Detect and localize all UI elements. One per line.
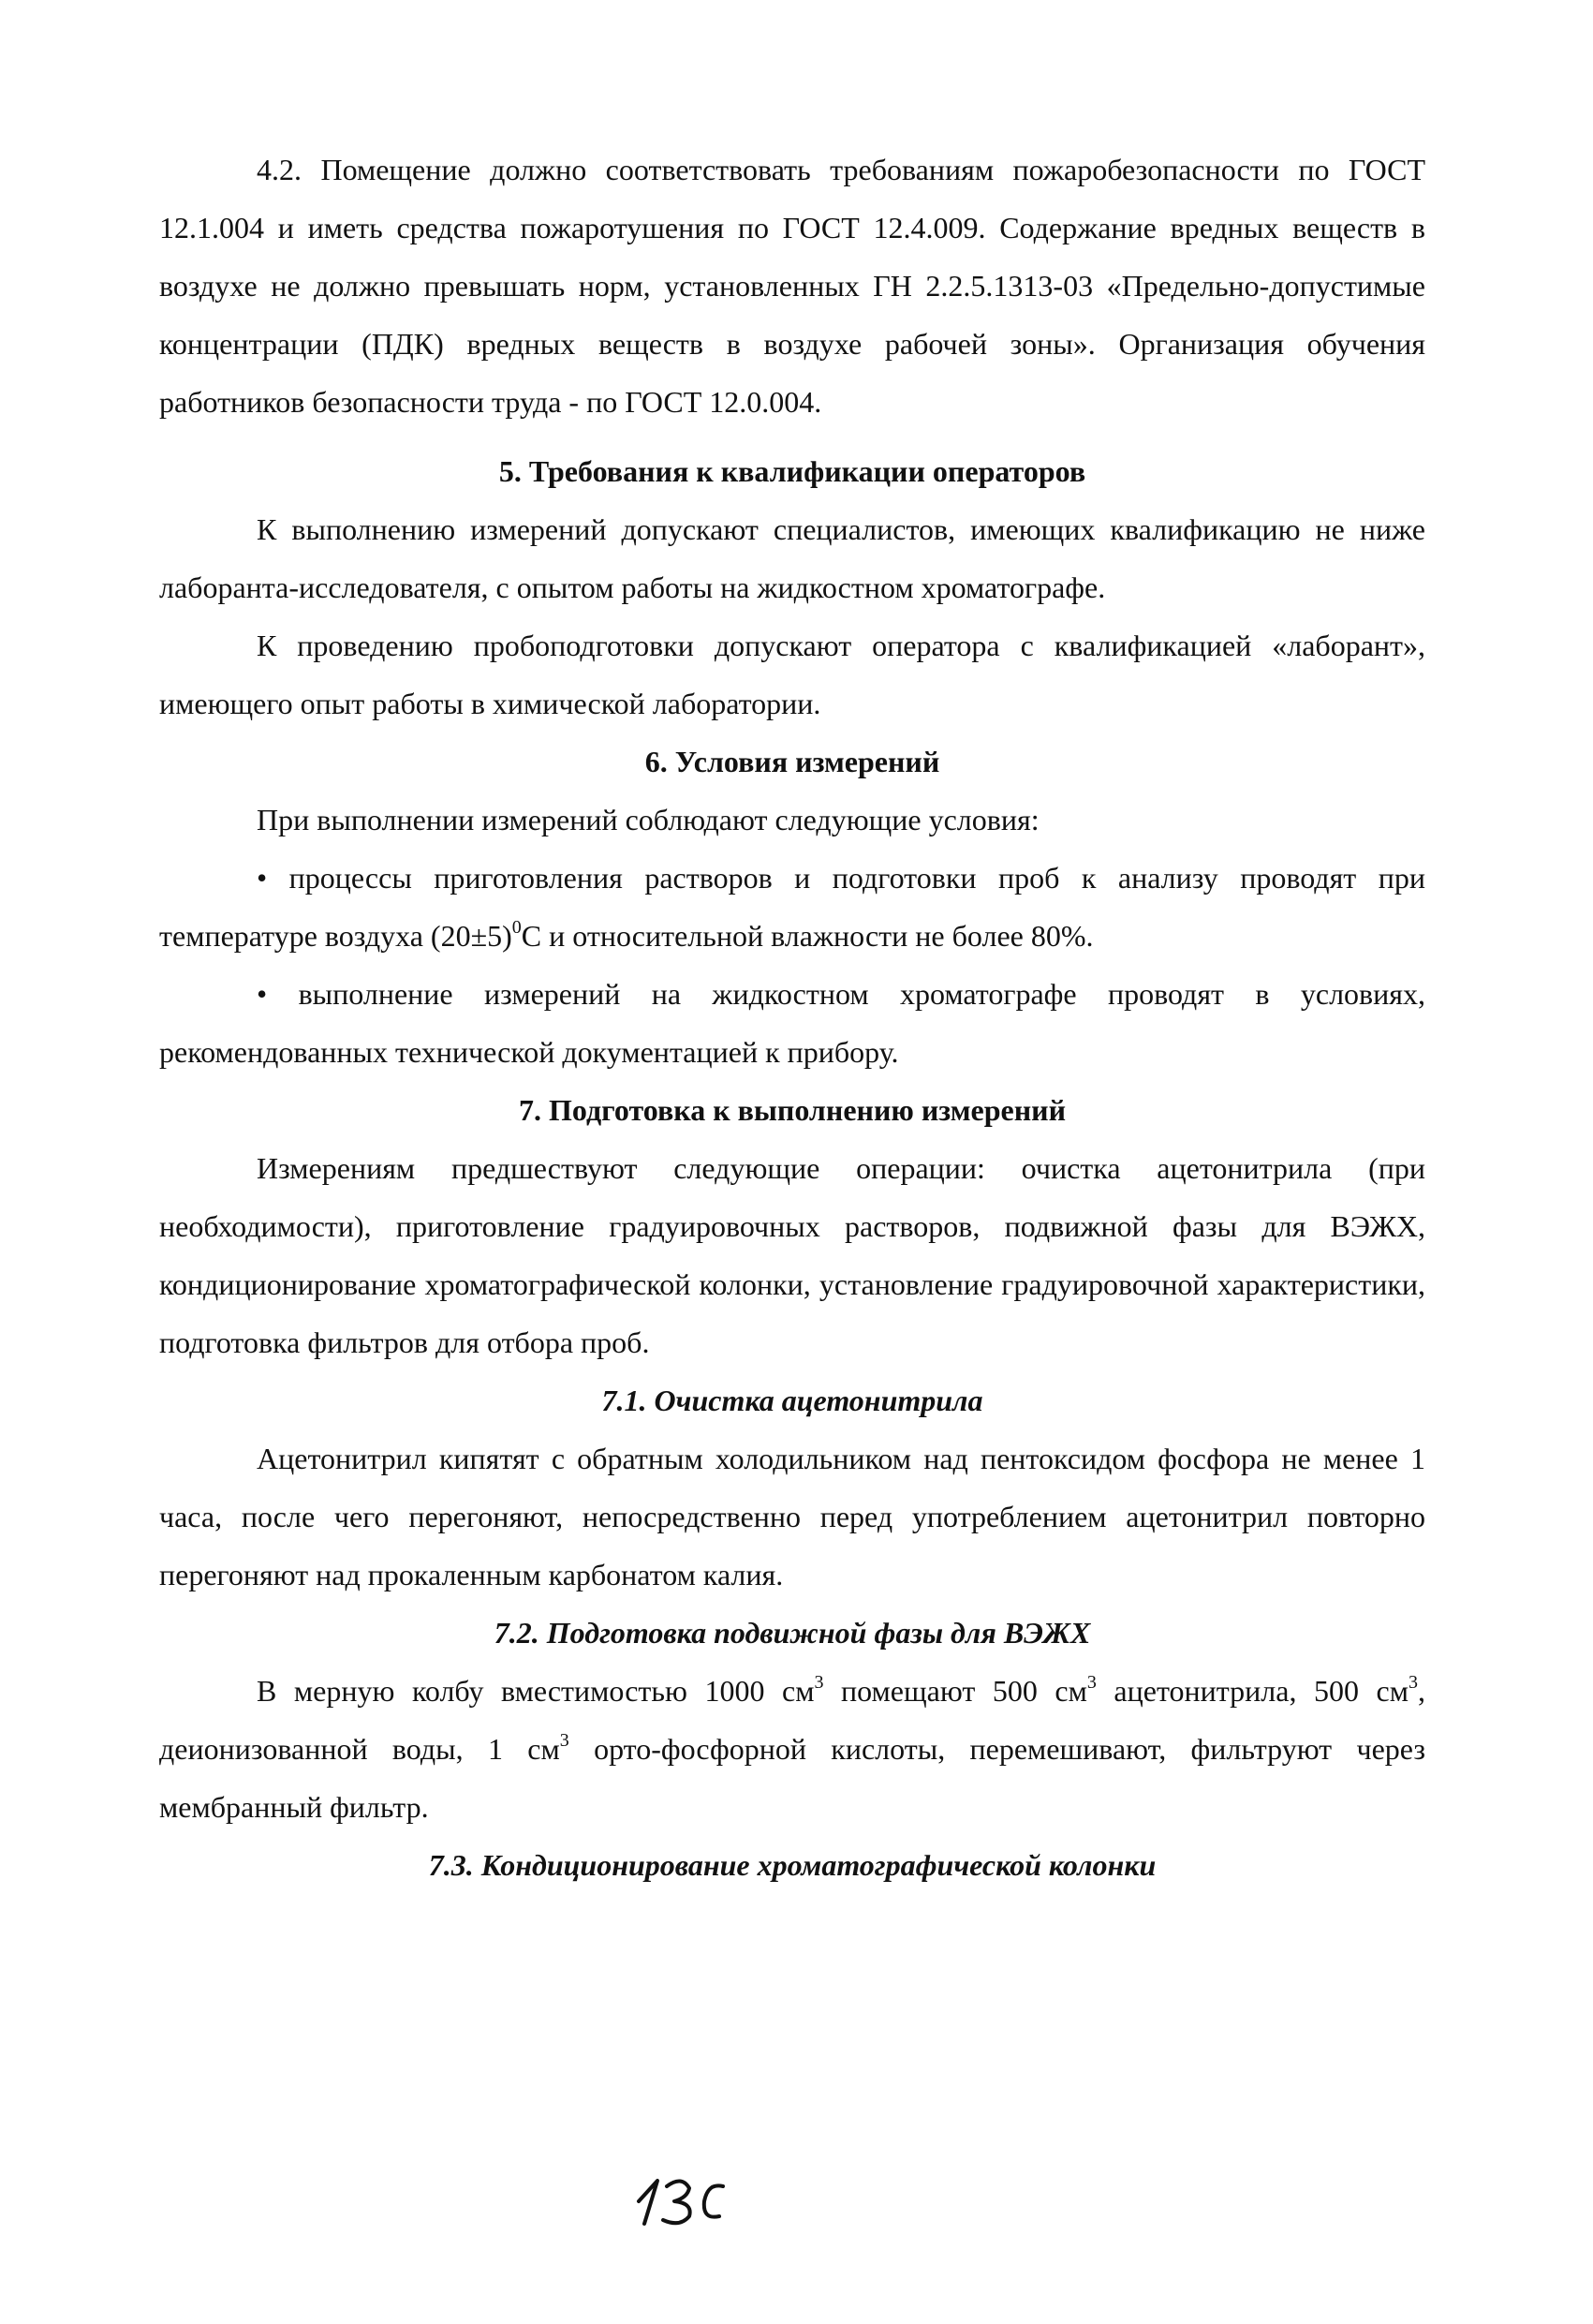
heading-section-7-2: 7.2. Подготовка подвижной фазы для ВЭЖХ xyxy=(494,1616,1091,1650)
bullet-1-text-b: С и относительной влажности не более 80%. xyxy=(521,919,1094,953)
heading-section-7-3: 7.3. Кондиционирование хроматографической колонки xyxy=(428,1848,1157,1882)
bullet-item-1 xyxy=(159,849,1425,965)
p72-sup-2: 3 xyxy=(1086,1672,1097,1693)
paragraph-7: Измерениям предшествуют следующие операции: очистка ацетонитрила (при необходимости), приготовление градуировочных растворов, подвижной фазы для ВЭЖХ, кондиционирование хроматографической колонки, установление градуировочной характеристики, подготовка фильтров для отбора проб. xyxy=(159,1151,1425,1359)
heading-section-7-1: 7.1. Очистка ацетонитрила xyxy=(601,1384,983,1417)
p72-text-a: В мерную колбу вместимостью 1000 см xyxy=(257,1674,815,1708)
paragraph-7-1: Ацетонитрил кипятят с обратным холодильником над пентоксидом фосфора не менее 1 часа, после чего перегоняют, непосредственно перед употреблением ацетонитрил повторно перегоняют над прокаленным карбонатом калия. xyxy=(159,1442,1425,1591)
p72-text-e: орто-фосфорной кислоты, перемешивают, фильтруют через мембранный фильтр. xyxy=(159,1732,1426,1824)
paragraph-6-intro: При выполнении измерений соблюдают следующие условия: xyxy=(257,803,1040,836)
bullet-1-degree-sup: 0 xyxy=(511,917,522,938)
paragraph-7-2 xyxy=(159,1662,1425,1836)
paragraph-5-2: К проведению пробоподготовки допускают оператора с квалификацией «лаборант», имеющего опыт работы в химической лаборатории. xyxy=(159,629,1425,720)
heading-section-7: 7. Подготовка к выполнению измерений xyxy=(519,1093,1066,1127)
paragraph-4-2: 4.2. Помещение должно соответствовать требованиям пожаробезопасности по ГОСТ 12.1.004 и иметь средства пожаротушения по ГОСТ 12.4.009. Содержание вредных веществ в воздухе не должно превышать норм, установленных ГН 2.2.5.1313-03 «Предельно-допустимые концентрации (ПДК) вредных веществ в воздухе рабочей зоны». Организация обучения работников безопасности труда - по ГОСТ 12.0.004. xyxy=(159,153,1425,419)
heading-section-5: 5. Требования к квалификации операторов xyxy=(498,454,1086,488)
handwritten-page-number xyxy=(618,2154,768,2229)
p72-text-b: помещают 500 см xyxy=(823,1674,1087,1708)
p72-sup-1: 3 xyxy=(814,1672,824,1693)
p72-sup-3: 3 xyxy=(1409,1672,1419,1693)
page-content xyxy=(159,141,1425,1894)
p72-text-d: , деионизованной воды, 1 см xyxy=(159,1674,1426,1766)
bullet-item-2: • выполнение измерений на жидкостном хроматографе проводят в условиях, рекомендованных технической документацией к прибору. xyxy=(159,977,1425,1069)
p72-sup-4: 3 xyxy=(559,1730,569,1751)
paragraph-5-1: К выполнению измерений допускают специалистов, имеющих квалификацию не ниже лаборанта-исследователя, с опытом работы на жидкостном хроматографе. xyxy=(159,512,1425,604)
p72-text-c: ацетонитрила, 500 см xyxy=(1096,1674,1409,1708)
heading-section-6: 6. Условия измерений xyxy=(644,745,940,778)
bullet-1-text-a: • процессы приготовления растворов и подготовки проб к анализу проводят при температуре воздуха (20±5) xyxy=(159,861,1425,953)
